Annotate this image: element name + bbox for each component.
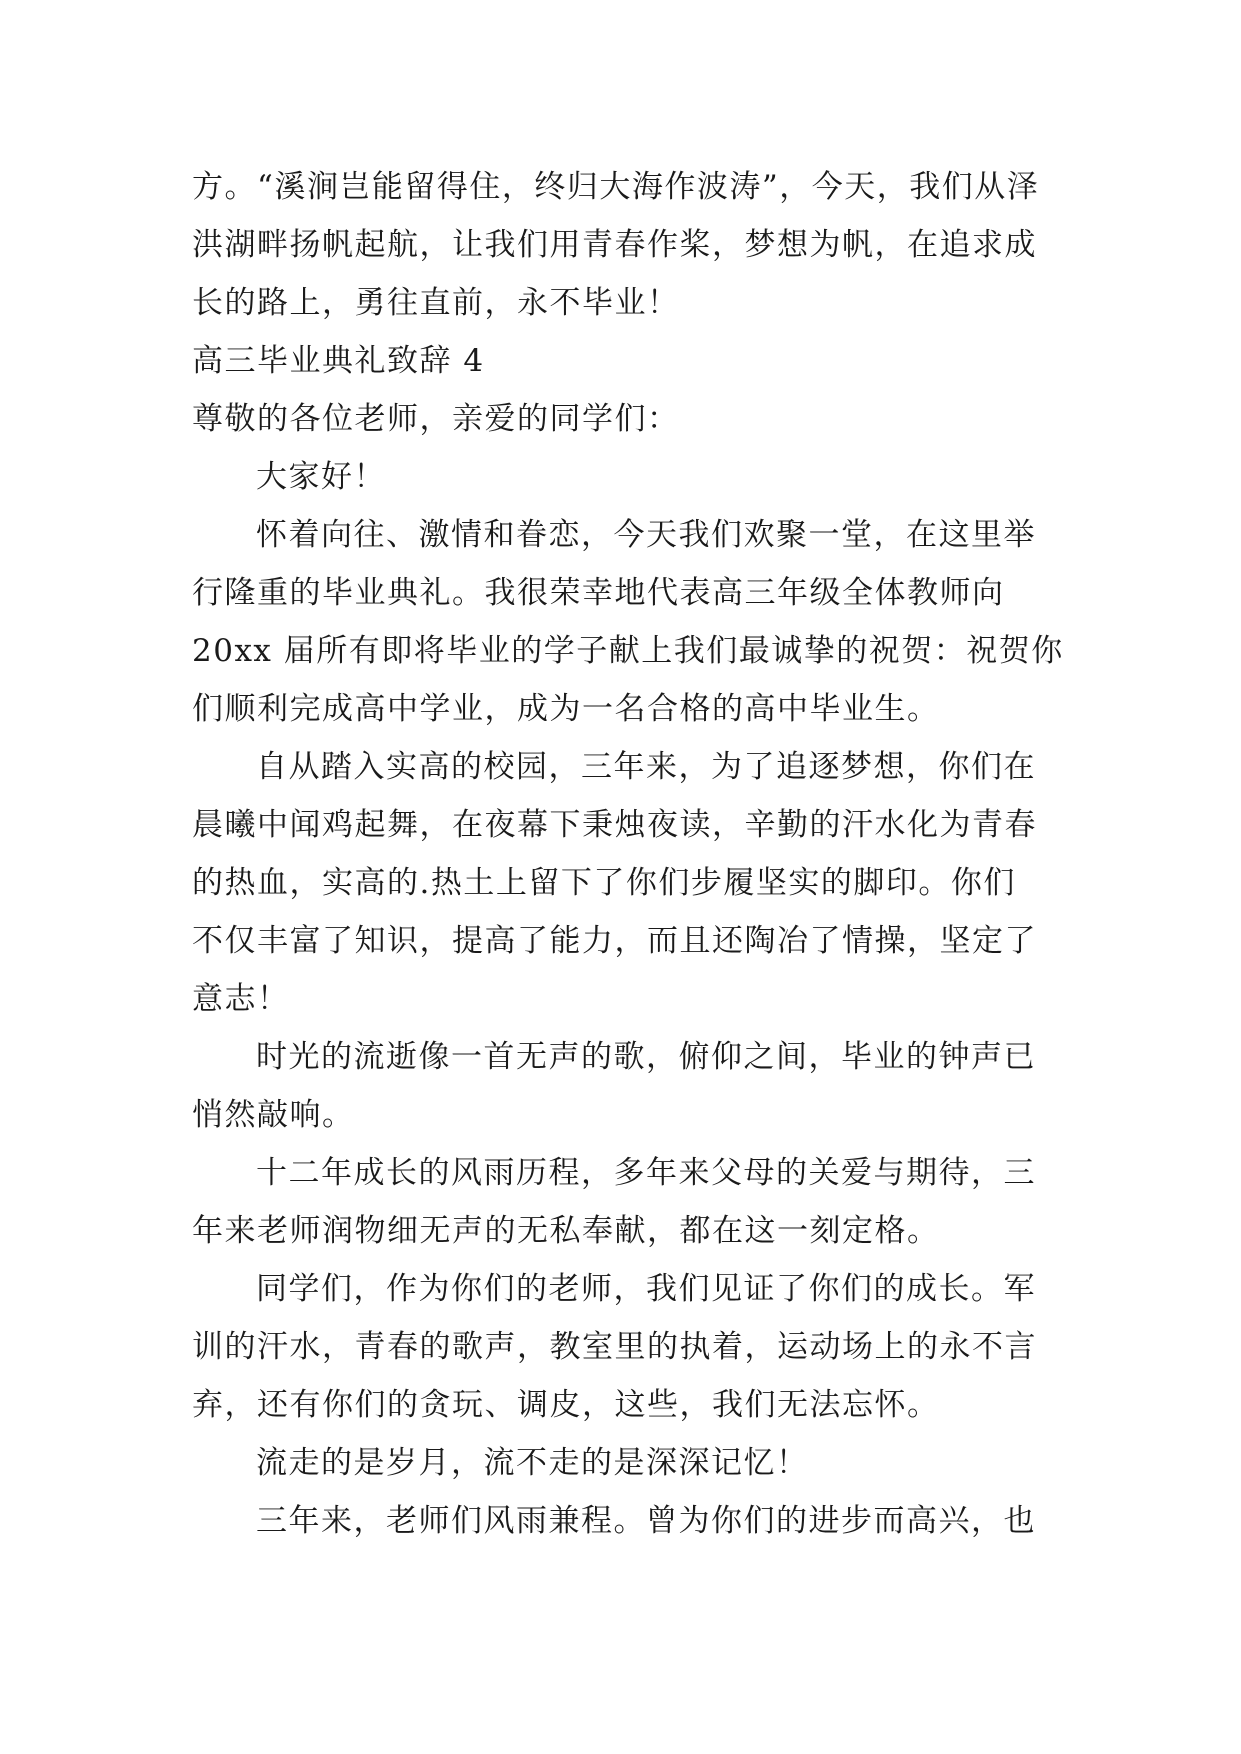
- text-line: 时光的流逝像一首无声的歌，俯仰之间，毕业的钟声已: [256, 1039, 1036, 1075]
- text-line: 大家好！: [256, 459, 386, 495]
- document-body: [192, 158, 1064, 1550]
- text-line: 自从踏入实高的校园，三年来，为了追逐梦想，你们在: [256, 749, 1036, 785]
- text-line: 方。“溪涧岂能留得住，终归大海作波涛”，今天，我们从泽: [192, 169, 1040, 205]
- text-line: 同学们，作为你们的老师，我们见证了你们的成长。军: [256, 1271, 1036, 1307]
- text-line: 晨曦中闻鸡起舞，在夜幕下秉烛夜读，辛勤的汗水化为青春: [192, 807, 1037, 843]
- text-line: 长的路上，勇往直前，永不毕业！: [192, 285, 680, 321]
- text-line: 怀着向往、激情和眷恋，今天我们欢聚一堂，在这里举: [256, 517, 1036, 553]
- text-line: 们顺利完成高中学业，成为一名合格的高中毕业生。: [192, 691, 940, 727]
- text-line: 不仅丰富了知识，提高了能力，而且还陶冶了情操，坚定了: [192, 923, 1037, 959]
- text-line: 流走的是岁月，流不走的是深深记忆！: [256, 1445, 809, 1481]
- text-line: 行隆重的毕业典礼。我很荣幸地代表高三年级全体教师向: [192, 575, 1005, 611]
- text-line: 弃，还有你们的贪玩、调皮，这些，我们无法忘怀。: [192, 1387, 940, 1423]
- text-line: 的热血，实高的.热土上留下了你们步履坚实的脚印。你们: [192, 865, 1016, 901]
- text-line: 20xx 届所有即将毕业的学子献上我们最诚挚的祝贺：祝贺你: [192, 633, 1064, 669]
- text-line: 尊敬的各位老师，亲爱的同学们：: [192, 401, 680, 437]
- text-line: 三年来，老师们风雨兼程。曾为你们的进步而高兴，也: [256, 1503, 1036, 1539]
- text-line: 悄然敲响。: [192, 1097, 355, 1133]
- text-line: 高三毕业典礼致辞 4: [192, 343, 485, 379]
- text-line: 训的汗水，青春的歌声，教室里的执着，运动场上的永不言: [192, 1329, 1037, 1365]
- text-line: 十二年成长的风雨历程，多年来父母的关爱与期待，三: [256, 1155, 1036, 1191]
- text-line: 年来老师润物细无声的无私奉献，都在这一刻定格。: [192, 1213, 940, 1249]
- text-line: 意志！: [192, 981, 290, 1017]
- text-line: 洪湖畔扬帆起航，让我们用青春作桨，梦想为帆，在追求成: [192, 227, 1037, 263]
